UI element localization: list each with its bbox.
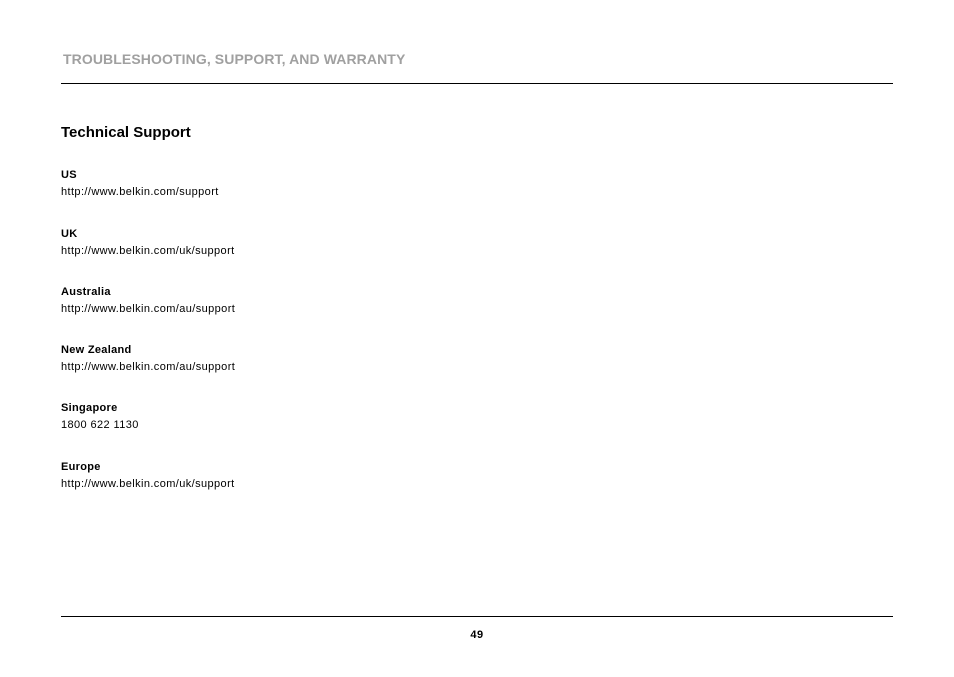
region-label: Europe <box>61 461 101 473</box>
section-header: TROUBLESHOOTING, SUPPORT, AND WARRANTY <box>63 51 406 67</box>
page-title: Technical Support <box>61 124 191 141</box>
region-label: New Zealand <box>61 344 132 356</box>
region-label: Singapore <box>61 402 118 414</box>
support-link[interactable]: http://www.belkin.com/support <box>61 186 219 198</box>
support-entry-singapore <box>61 401 139 432</box>
region-label: Australia <box>61 286 111 298</box>
page-number: 49 <box>470 629 484 641</box>
support-entry-europe <box>61 460 235 491</box>
support-link[interactable]: http://www.belkin.com/uk/support <box>61 245 235 257</box>
support-entry-uk <box>61 227 235 258</box>
footer-divider <box>61 616 893 617</box>
support-link[interactable]: http://www.belkin.com/au/support <box>61 361 236 373</box>
header-divider <box>61 83 893 84</box>
support-link[interactable]: http://www.belkin.com/uk/support <box>61 478 235 490</box>
support-entry-australia <box>61 285 235 316</box>
support-entry-us <box>61 168 219 199</box>
region-label: UK <box>61 228 78 240</box>
support-entry-new-zealand <box>61 343 235 374</box>
support-phone: 1800 622 1130 <box>61 419 139 431</box>
region-label: US <box>61 169 77 181</box>
support-link[interactable]: http://www.belkin.com/au/support <box>61 303 236 315</box>
